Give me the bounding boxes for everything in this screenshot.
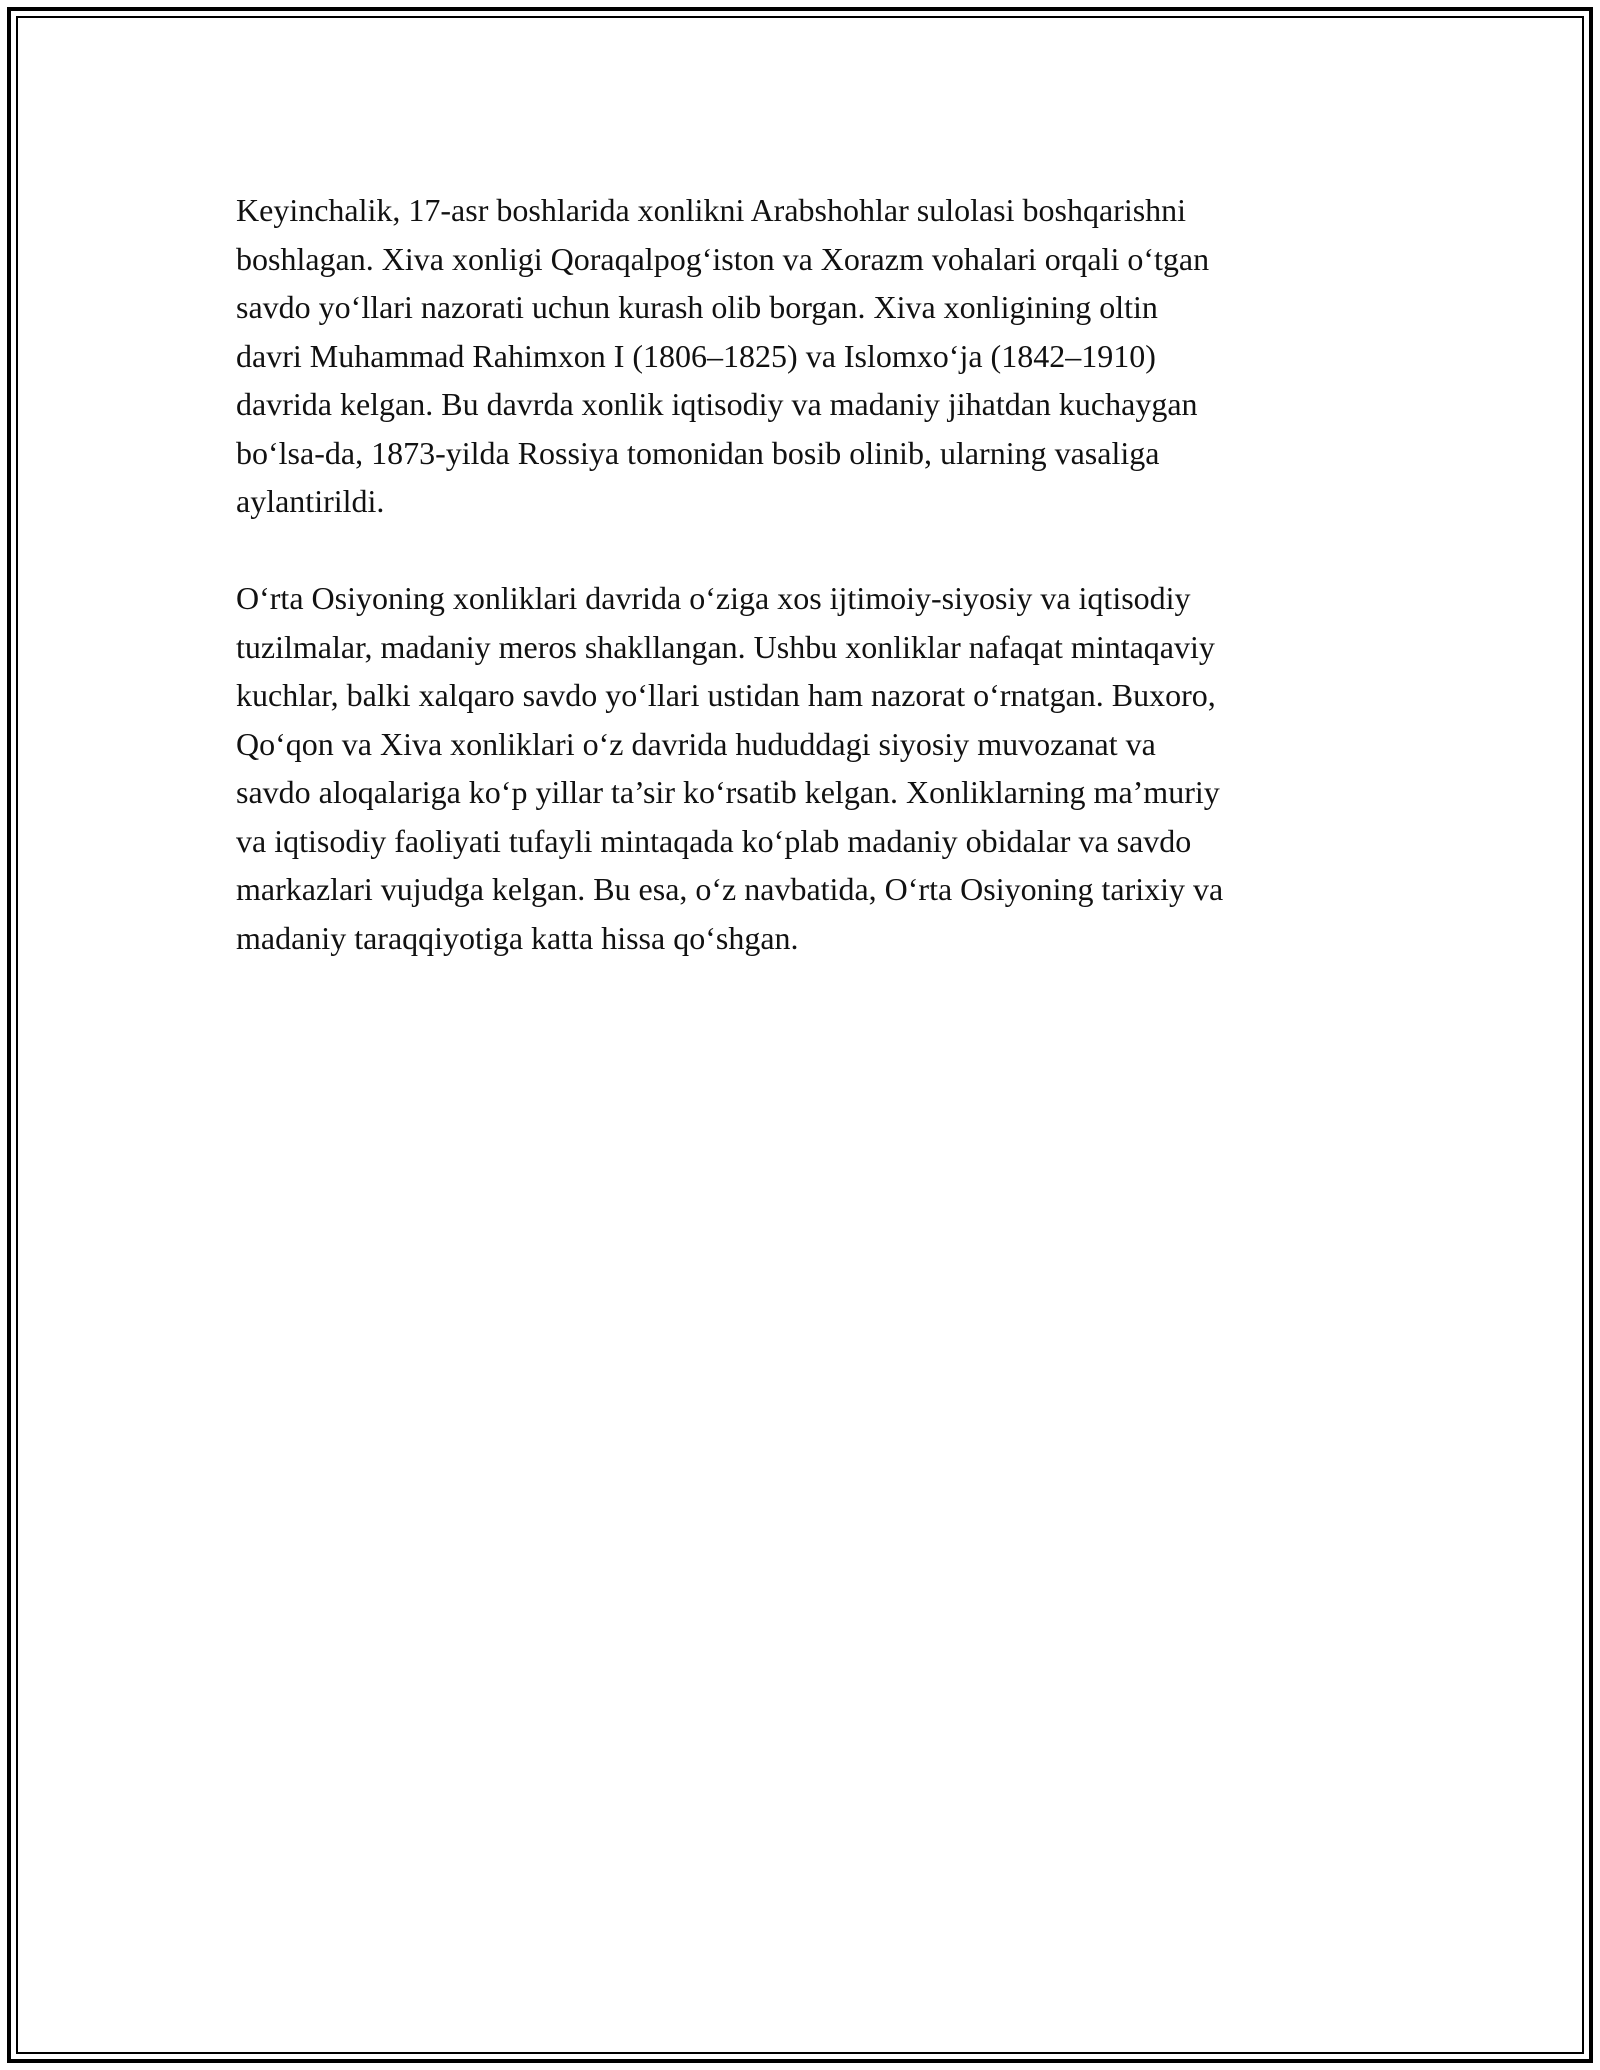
- paragraph-khiva-khanate: Keyinchalik, 17-asr boshlarida xonlikni Arabshohlar sulolasi boshqarishni boshlagan. Xiva xonligi Qoraqalpog‘iston va Xorazm vohalari orqali o‘tgan savdo yo‘llari nazorati uchun kurash olib borgan. Xiva xonligining oltin davri Muhammad Rahimxon I (1806–1825) va Islomxo‘ja (1842–1910) davrida kelgan. Bu davrda xonlik iqtisodiy va madaniy jihatdan kuchaygan bo‘lsa-da, 1873-yilda Rossiya tomonidan bosib olinib, ularning vasaliga aylantirildi.: [236, 192, 1210, 519]
- document-body: [236, 186, 1386, 962]
- paragraph-central-asian-khanates: O‘rta Osiyoning xonliklari davrida o‘ziga xos ijtimoiy-siyosiy va iqtisodiy tuzilmalar, madaniy meros shakllangan. Ushbu xonliklar nafaqat mintaqaviy kuchlar, balki xalqaro savdo yo‘llari ustidan ham nazorat o‘rnatgan. Buxoro, Qo‘qon va Xiva xonliklari o‘z davrida hududdagi siyosiy muvozanat va savdo aloqalariga ko‘p yillar ta’sir ko‘rsatib kelgan. Xonliklarning ma’muriy va iqtisodiy faoliyati tufayli mintaqada ko‘plab madaniy obidalar va savdo markazlari vujudga kelgan. Bu esa, o‘z navbatida, O‘rta Osiyoning tarixiy va madaniy taraqqiyotiga katta hissa qo‘shgan.: [236, 580, 1224, 956]
